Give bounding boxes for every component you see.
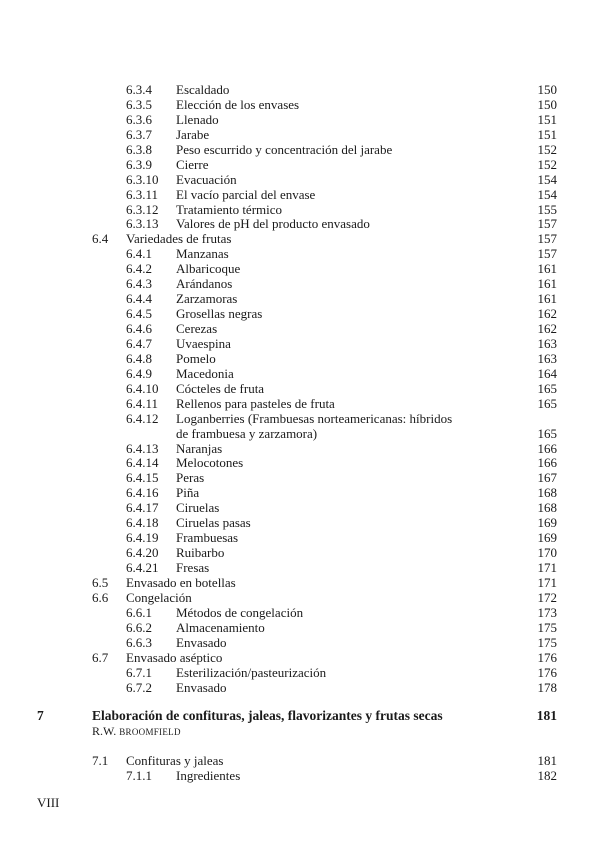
author-initials: R.W. <box>92 724 117 738</box>
table-of-contents <box>0 82 600 694</box>
entry-title: Uvaespina <box>176 335 231 351</box>
entry-page: 167 <box>537 470 557 486</box>
entry-number: 6.5 <box>92 574 109 590</box>
entry-number: 6.6.3 <box>126 634 152 650</box>
entry-number: 6.4.9 <box>126 365 152 381</box>
toc-entry <box>0 470 600 485</box>
entry-title: Escaldado <box>176 82 230 97</box>
entry-number: 6.4.21 <box>126 560 159 575</box>
toc-entry <box>0 515 600 530</box>
entry-page: 175 <box>537 634 557 650</box>
entry-page: 181 <box>537 753 557 768</box>
entry-number: 6.3.8 <box>126 141 152 157</box>
toc-entry <box>0 127 600 142</box>
entry-page: 164 <box>537 365 557 381</box>
entry-page: 169 <box>537 530 557 546</box>
chapter-number: 7 <box>37 708 44 723</box>
toc-entry <box>0 411 600 426</box>
entry-page: 151 <box>537 126 557 142</box>
toc-entry <box>0 396 600 411</box>
entry-title: Congelación <box>126 589 192 605</box>
author-surname: BROOMFIELD <box>119 727 181 737</box>
entry-number: 6.6.2 <box>126 619 152 635</box>
entry-page: 161 <box>537 291 557 307</box>
entry-page: 171 <box>537 560 557 575</box>
entry-page: 166 <box>537 440 557 456</box>
toc-entry <box>0 97 600 112</box>
entry-title: Fresas <box>176 560 210 575</box>
entry-page: 152 <box>537 156 557 172</box>
entry-title: Grosellas negras <box>176 306 263 322</box>
entry-title: Loganberries (Frambuesas norteamericanas: híbridos <box>176 410 453 426</box>
toc-entry <box>0 336 600 351</box>
toc-entry <box>0 590 600 605</box>
entry-number: 6.4.4 <box>126 291 152 307</box>
toc-entry <box>0 216 600 231</box>
entry-page: 151 <box>537 111 557 127</box>
entry-page: 152 <box>537 141 557 157</box>
toc-entry <box>0 545 600 560</box>
entry-page: 165 <box>537 395 557 411</box>
entry-title: Métodos de congelación <box>176 604 304 620</box>
entry-page: 155 <box>537 201 557 217</box>
entry-page: 161 <box>537 261 557 277</box>
entry-title: Ruibarbo <box>176 545 225 561</box>
entry-page: 171 <box>537 574 557 590</box>
toc-entry <box>0 321 600 336</box>
entry-number: 6.4 <box>92 231 109 247</box>
entry-number: 6.3.11 <box>126 186 159 202</box>
entry-number: 6.4.2 <box>126 261 152 277</box>
entry-title: Jarabe <box>176 126 210 142</box>
entry-title: Esterilización/pasteurización <box>176 664 327 680</box>
entry-title: Rellenos para pasteles de fruta <box>176 395 335 411</box>
entry-page: 176 <box>537 649 557 665</box>
entry-title: Piña <box>176 485 200 501</box>
entry-page: 170 <box>537 545 557 561</box>
entry-title: Confituras y jaleas <box>126 753 224 768</box>
entry-number: 6.4.14 <box>126 455 159 471</box>
entry-number: 6.4.13 <box>126 440 159 456</box>
entry-number: 6.4.10 <box>126 380 159 396</box>
toc-entry <box>0 620 600 635</box>
chapter-title: Elaboración de confituras, jaleas, flavorizantes y frutas secas <box>92 708 443 723</box>
entry-title: de frambuesa y zarzamora) <box>176 425 318 441</box>
entry-number: 6.7.2 <box>126 679 152 695</box>
toc-entry <box>0 768 600 783</box>
toc-entry <box>0 605 600 620</box>
toc-entry <box>0 291 600 306</box>
entry-title: Peso escurrido y concentración del jarabe <box>176 141 393 157</box>
entry-title: Pomelo <box>176 350 216 366</box>
entry-title: Ciruelas <box>176 500 220 516</box>
toc-entry <box>0 231 600 246</box>
toc-entry <box>0 246 600 261</box>
entry-number: 6.4.6 <box>126 321 152 336</box>
entry-page: 150 <box>537 96 557 112</box>
entry-number: 6.6.1 <box>126 604 152 620</box>
entry-title: Almacenamiento <box>176 619 265 635</box>
entry-page: 162 <box>537 306 557 322</box>
entry-title: Albaricoque <box>176 261 241 277</box>
entry-number: 6.4.18 <box>126 515 159 531</box>
page-folio: VIII <box>37 795 60 810</box>
entry-page: 161 <box>537 276 557 292</box>
entry-title: Envasado <box>176 634 227 650</box>
entry-number: 6.4.20 <box>126 545 159 561</box>
entry-number: 6.3.12 <box>126 201 159 217</box>
entry-title: Zarzamoras <box>176 291 238 307</box>
entry-page: 154 <box>537 171 557 187</box>
entry-number: 6.4.17 <box>126 500 159 516</box>
entry-page: 162 <box>537 321 557 336</box>
toc-entry <box>0 753 600 768</box>
toc-entry <box>0 665 600 680</box>
entry-number: 6.4.5 <box>126 306 152 322</box>
entry-page: 154 <box>537 186 557 202</box>
entry-title: Macedonia <box>176 365 234 381</box>
toc-entry <box>0 500 600 515</box>
toc-entry <box>0 187 600 202</box>
entry-number: 6.6 <box>92 589 109 605</box>
entry-title: Tratamiento térmico <box>176 201 283 217</box>
toc-entry <box>0 650 600 665</box>
entry-page: 165 <box>537 380 557 396</box>
entry-number: 6.4.7 <box>126 335 152 351</box>
entry-number: 6.4.3 <box>126 276 152 292</box>
entry-title: Envasado en botellas <box>126 574 236 590</box>
entry-title: Ingredientes <box>176 767 241 783</box>
entry-page: 172 <box>537 589 557 605</box>
entry-page: 157 <box>537 246 557 262</box>
toc-entry <box>0 261 600 276</box>
entry-page: 175 <box>537 619 557 635</box>
entry-title: Ciruelas pasas <box>176 515 251 531</box>
toc-entry <box>0 157 600 172</box>
entry-page: 157 <box>537 231 557 247</box>
entry-page: 168 <box>537 500 557 516</box>
entry-title: Cierre <box>176 156 209 172</box>
toc-entry <box>0 306 600 321</box>
toc-entry <box>0 426 600 441</box>
entry-number: 6.3.4 <box>126 82 152 97</box>
toc-entry <box>0 366 600 381</box>
entry-title: Arándanos <box>176 276 233 292</box>
entry-page: 169 <box>537 515 557 531</box>
entry-title: Llenado <box>176 111 219 127</box>
entry-number: 6.7.1 <box>126 664 152 680</box>
chapter-page: 181 <box>536 708 557 723</box>
toc-entry <box>0 381 600 396</box>
entry-page: 165 <box>537 425 557 441</box>
entry-page: 150 <box>537 82 557 97</box>
entry-number: 6.4.11 <box>126 395 159 411</box>
entry-page: 163 <box>537 335 557 351</box>
table-of-contents-chapter-7 <box>0 753 600 783</box>
entry-page: 168 <box>537 485 557 501</box>
entry-title: Melocotones <box>176 455 244 471</box>
entry-number: 6.4.16 <box>126 485 159 501</box>
toc-entry <box>0 441 600 456</box>
toc-entry <box>0 485 600 500</box>
entry-number: 6.4.19 <box>126 530 159 546</box>
toc-entry <box>0 455 600 470</box>
toc-entry <box>0 276 600 291</box>
entry-title: Variedades de frutas <box>126 231 232 247</box>
toc-entry <box>0 530 600 545</box>
entry-number: 6.3.6 <box>126 111 152 127</box>
entry-title: Valores de pH del producto envasado <box>176 216 370 232</box>
entry-page: 176 <box>537 664 557 680</box>
toc-entry <box>0 351 600 366</box>
entry-page: 173 <box>537 604 557 620</box>
entry-page: 157 <box>537 216 557 232</box>
toc-entry <box>0 635 600 650</box>
entry-title: Manzanas <box>176 246 229 262</box>
entry-title: Frambuesas <box>176 530 239 546</box>
toc-entry <box>0 202 600 217</box>
entry-page: 166 <box>537 455 557 471</box>
entry-title: Envasado aséptico <box>126 649 223 665</box>
entry-title: Peras <box>176 470 205 486</box>
entry-title: Naranjas <box>176 440 223 456</box>
entry-title: El vacío parcial del envase <box>176 186 316 202</box>
entry-number: 6.3.10 <box>126 171 159 187</box>
entry-number: 7.1 <box>92 753 109 768</box>
entry-title: Cócteles de fruta <box>176 380 265 396</box>
entry-number: 6.4.15 <box>126 470 159 486</box>
toc-entry <box>0 172 600 187</box>
entry-number: 6.3.13 <box>126 216 159 232</box>
entry-page: 182 <box>537 767 557 783</box>
chapter-author <box>92 724 181 740</box>
toc-entry <box>0 575 600 590</box>
entry-number: 6.3.5 <box>126 96 152 112</box>
entry-page: 163 <box>537 350 557 366</box>
entry-title: Elección de los envases <box>176 96 300 112</box>
toc-entry <box>0 82 600 97</box>
entry-number: 6.4.12 <box>126 410 159 426</box>
entry-title: Envasado <box>176 679 227 695</box>
entry-number: 6.3.7 <box>126 126 152 142</box>
entry-number: 6.7 <box>92 649 109 665</box>
toc-entry <box>0 680 600 695</box>
entry-page: 178 <box>537 679 557 695</box>
entry-title: Evacuación <box>176 171 237 187</box>
toc-entry <box>0 560 600 575</box>
entry-title: Cerezas <box>176 321 218 336</box>
entry-number: 6.3.9 <box>126 156 152 172</box>
entry-number: 7.1.1 <box>126 767 152 783</box>
entry-number: 6.4.1 <box>126 246 152 262</box>
entry-number: 6.4.8 <box>126 350 152 366</box>
toc-entry <box>0 112 600 127</box>
toc-entry <box>0 142 600 157</box>
